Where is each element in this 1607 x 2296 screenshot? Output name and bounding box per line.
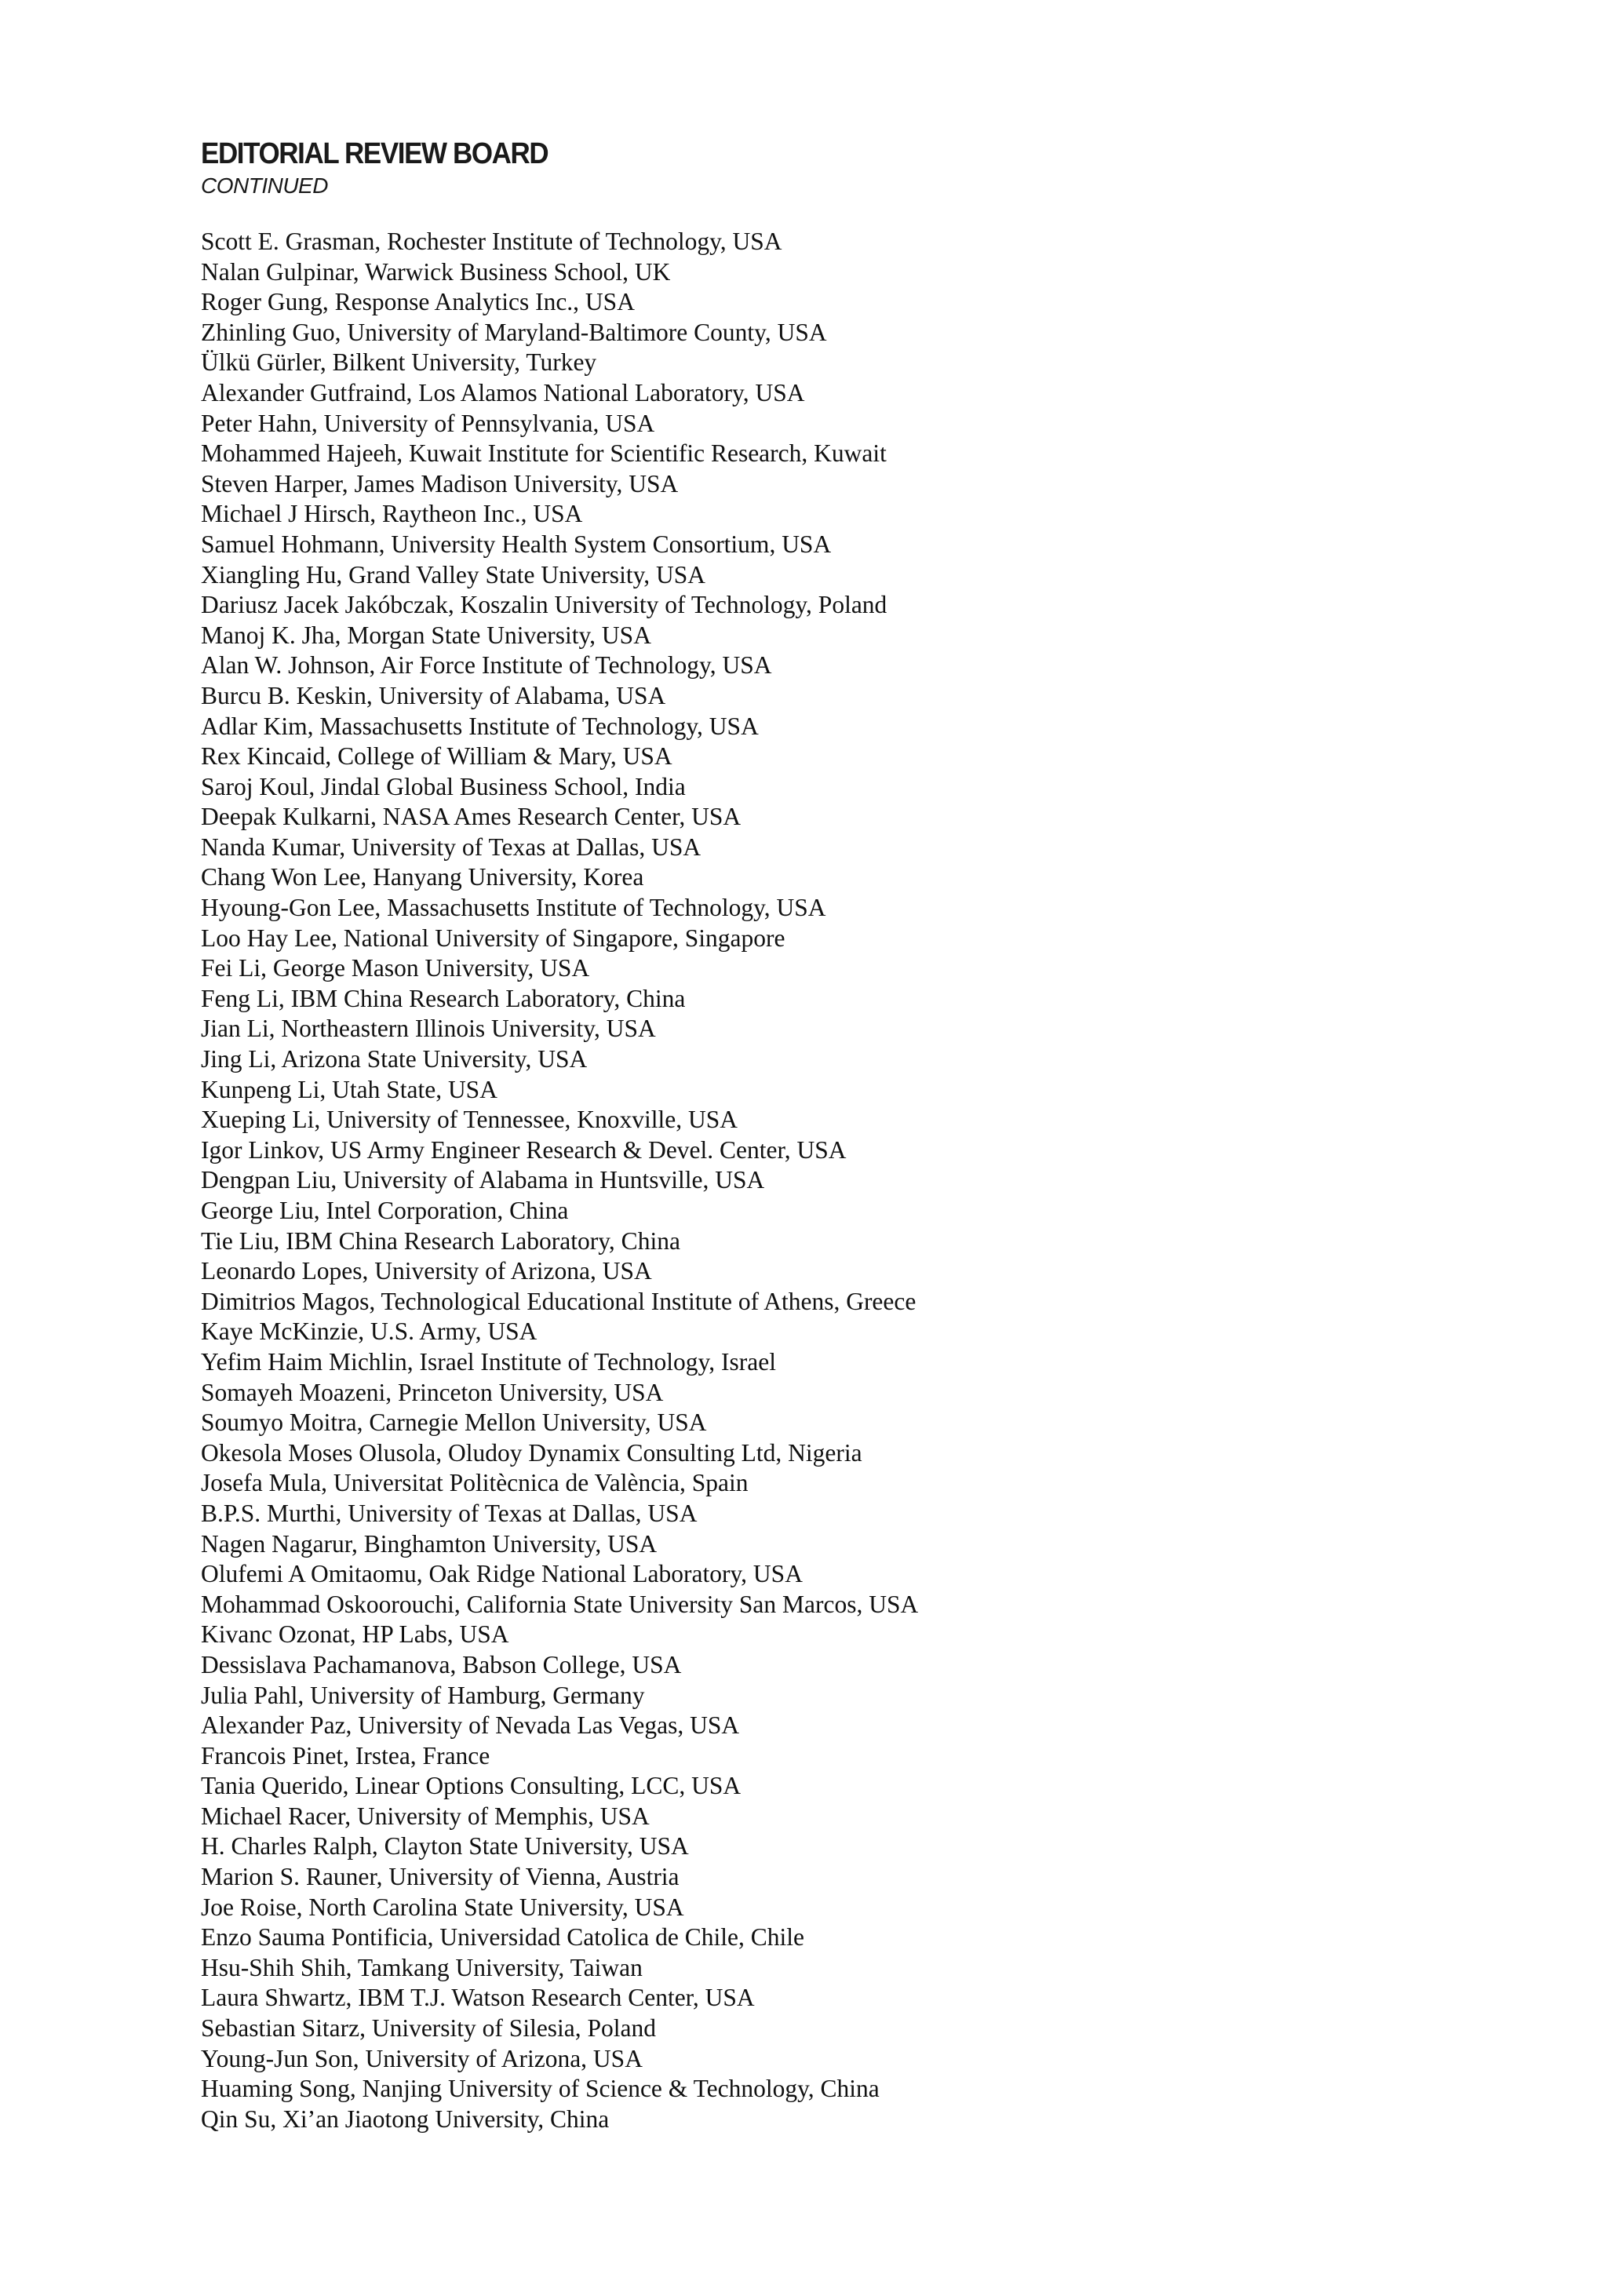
member-entry: Dariusz Jacek Jakóbczak, Koszalin University of Technology, Poland	[201, 591, 887, 619]
member-entry: Huaming Song, Nanjing University of Science & Technology, China	[201, 2075, 880, 2103]
member-entry: Jian Li, Northeastern Illinois University, USA	[201, 1015, 656, 1043]
member-entry: Xueping Li, University of Tennessee, Knoxville, USA	[201, 1106, 738, 1134]
member-entry: Adlar Kim, Massachusetts Institute of Technology, USA	[201, 712, 759, 740]
member-entry: Tania Querido, Linear Options Consulting, LCC, USA	[201, 1772, 742, 1800]
member-entry: George Liu, Intel Corporation, China	[201, 1197, 569, 1224]
member-entry: Tie Liu, IBM China Research Laboratory, China	[201, 1226, 680, 1255]
member-entry: Leonardo Lopes, University of Arizona, USA	[201, 1257, 652, 1285]
member-entry: Soumyo Moitra, Carnegie Mellon University, USA	[201, 1409, 707, 1437]
member-entry: Julia Pahl, University of Hamburg, Germany	[201, 1681, 645, 1709]
member-entry: Mohammed Hajeeh, Kuwait Institute for Scientific Research, Kuwait	[201, 439, 887, 468]
member-entry: Nagen Nagarur, Binghamton University, USA	[201, 1529, 658, 1558]
member-entry: Francois Pinet, Irstea, France	[201, 1741, 490, 1769]
member-entry: Olufemi A Omitaomu, Oak Ridge National Laboratory, USA	[201, 1560, 803, 1588]
page-subtitle: CONTINUED	[201, 173, 328, 198]
member-entry: Hsu-Shih Shih, Tamkang University, Taiwan	[201, 1953, 643, 1981]
member-entry: Manoj K. Jha, Morgan State University, USA	[201, 621, 651, 649]
member-entry: Zhinling Guo, University of Maryland-Baltimore County, USA	[201, 318, 827, 346]
member-entry: Fei Li, George Mason University, USA	[201, 954, 590, 982]
member-entry: Enzo Sauma Pontificia, Universidad Catolica de Chile, Chile	[201, 1923, 804, 1952]
member-entry: Okesola Moses Olusola, Oludoy Dynamix Consulting Ltd, Nigeria	[201, 1438, 862, 1467]
member-entry: Rex Kincaid, College of William & Mary, USA	[201, 742, 672, 771]
member-list	[201, 227, 918, 2134]
member-entry: Yefim Haim Michlin, Israel Institute of Technology, Israel	[201, 1347, 776, 1376]
member-entry: Xiangling Hu, Grand Valley State University, USA	[201, 560, 706, 589]
member-entry: Hyoung-Gon Lee, Massachusetts Institute of Technology, USA	[201, 894, 826, 922]
member-entry: Nanda Kumar, University of Texas at Dallas, USA	[201, 833, 701, 861]
section-header	[201, 137, 578, 199]
member-entry: H. Charles Ralph, Clayton State University, USA	[201, 1832, 689, 1860]
member-entry: Igor Linkov, US Army Engineer Research & Devel. Center, USA	[201, 1135, 847, 1164]
member-entry: Dimitrios Magos, Technological Educational Institute of Athens, Greece	[201, 1287, 916, 1315]
member-entry: Sebastian Sitarz, University of Silesia, Poland	[201, 2014, 657, 2043]
member-entry: Deepak Kulkarni, NASA Ames Research Center, USA	[201, 803, 742, 831]
member-entry: Alan W. Johnson, Air Force Institute of Technology, USA	[201, 651, 772, 680]
member-entry: Alexander Gutfraind, Los Alamos National Laboratory, USA	[201, 378, 805, 406]
member-entry: Josefa Mula, Universitat Politècnica de València, Spain	[201, 1469, 749, 1497]
member-entry: Laura Shwartz, IBM T.J. Watson Research Center, USA	[201, 1984, 755, 2012]
member-entry: Nalan Gulpinar, Warwick Business School, UK	[201, 257, 671, 286]
member-entry: Saroj Koul, Jindal Global Business School, India	[201, 772, 686, 800]
member-entry: Ülkü Gürler, Bilkent University, Turkey	[201, 348, 597, 377]
member-entry: Steven Harper, James Madison University, USA	[201, 469, 679, 497]
member-entry: Chang Won Lee, Hanyang University, Korea	[201, 863, 644, 891]
member-entry: Michael Racer, University of Memphis, USA	[201, 1802, 650, 1830]
member-entry: Michael J Hirsch, Raytheon Inc., USA	[201, 500, 583, 528]
member-entry: Kivanc Ozonat, HP Labs, USA	[201, 1620, 509, 1649]
member-entry: Kunpeng Li, Utah State, USA	[201, 1075, 497, 1103]
member-entry: Burcu B. Keskin, University of Alabama, USA	[201, 681, 666, 709]
member-entry: Young-Jun Son, University of Arizona, USA	[201, 2044, 643, 2072]
member-entry: Roger Gung, Response Analytics Inc., USA	[201, 288, 635, 316]
member-entry: Loo Hay Lee, National University of Singapore, Singapore	[201, 924, 785, 952]
member-entry: Feng Li, IBM China Research Laboratory, China	[201, 984, 686, 1012]
member-entry: Samuel Hohmann, University Health System Consortium, USA	[201, 530, 832, 558]
member-entry: Scott E. Grasman, Rochester Institute of Technology, USA	[201, 228, 782, 255]
member-entry: Jing Li, Arizona State University, USA	[201, 1045, 588, 1073]
member-entry: Alexander Paz, University of Nevada Las Vegas, USA	[201, 1711, 740, 1740]
page-title: EDITORIAL REVIEW BOARD	[201, 137, 548, 170]
member-entry: Dessislava Pachamanova, Babson College, USA	[201, 1650, 682, 1678]
member-entry: Somayeh Moazeni, Princeton University, USA	[201, 1378, 664, 1406]
member-entry: Marion S. Rauner, University of Vienna, Austria	[201, 1863, 680, 1891]
member-entry: Dengpan Liu, University of Alabama in Huntsville, USA	[201, 1166, 765, 1194]
member-entry: Qin Su, Xi’an Jiaotong University, China	[201, 2105, 610, 2133]
member-entry: Joe Roise, North Carolina State University, USA	[201, 1893, 684, 1921]
member-entry: B.P.S. Murthi, University of Texas at Dallas, USA	[201, 1499, 698, 1527]
member-entry: Peter Hahn, University of Pennsylvania, USA	[201, 409, 655, 437]
member-entry: Kaye McKinzie, U.S. Army, USA	[201, 1317, 537, 1346]
member-entry: Mohammad Oskoorouchi, California State University San Marcos, USA	[201, 1590, 919, 1618]
